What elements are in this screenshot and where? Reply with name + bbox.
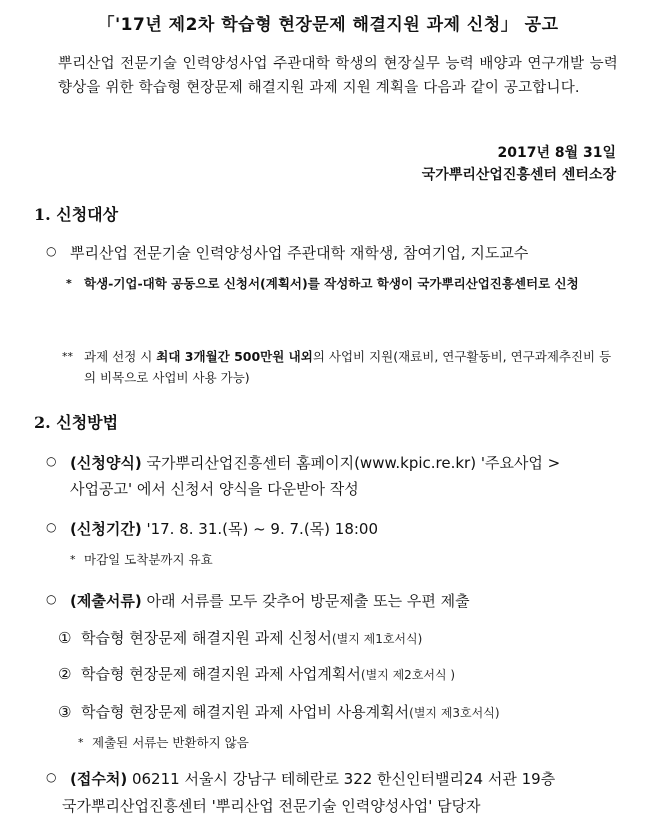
item-annex: (별지 제1호서식): [331, 632, 423, 646]
documents-text: 아래 서류를 모두 갖추어 방문제출 또는 우편 제출: [146, 592, 470, 610]
note-funding-post: 의 사업비 지원(재료비, 연구활동비, 연구과제추진비 등의 비목으로 사업비 사용 가능): [84, 349, 612, 385]
item-number: ①: [58, 629, 72, 647]
document-item: [58, 627, 422, 648]
documents-note-text: 제출된 서류는 반환하지 않음: [92, 735, 249, 750]
documents-note: [78, 732, 249, 753]
note-application-text: 학생-기업-대학 공동으로 신청서(계획서)를 작성하고 학생이 국가뿌리산업진흥센터로 신청: [84, 276, 579, 291]
period-bullet: [46, 518, 378, 539]
announcement-date: 2017년 8월 31일: [497, 145, 616, 161]
note-funding: [62, 346, 618, 388]
asterisk-marker: *: [66, 277, 72, 290]
item-text: 학습형 현장문제 해결지원 과제 사업계획서: [81, 665, 361, 683]
target-text: 뿌리산업 전문기술 인력양성사업 주관대학 재학생, 참여기업, 지도교수: [70, 244, 529, 262]
period-note-text: 마감일 도착분까지 유효: [84, 552, 213, 567]
document-item: [58, 701, 500, 722]
note-funding-bold: 최대 3개월간 500만원 내외: [156, 349, 313, 364]
document-item: [58, 663, 455, 684]
reception-text-line2: 국가뿌리산업진흥센터 '뿌리산업 전문기술 인력양성사업' 담당자: [62, 797, 481, 815]
reception-bullet: [46, 768, 555, 789]
circle-bullet-icon: ○: [46, 244, 57, 258]
reception-label: (접수처): [70, 770, 128, 788]
reception-text-line1: 06211 서울시 강남구 테헤란로 322 한신인터밸리24 서관 19층: [131, 770, 556, 788]
period-text: '17. 8. 31.(목) ~ 9. 7.(목) 18:00: [146, 520, 379, 538]
period-note: [70, 549, 213, 570]
double-asterisk-marker: **: [62, 350, 73, 363]
documents-bullet: [46, 590, 470, 611]
form-bullet: [46, 452, 560, 473]
circle-bullet-icon: ○: [46, 454, 57, 468]
form-text-line2: 사업공고' 에서 신청서 양식을 다운받아 작성: [70, 480, 359, 498]
asterisk-marker: *: [70, 553, 76, 566]
item-text: 학습형 현장문제 해결지원 과제 신청서: [81, 629, 332, 647]
form-label: (신청양식): [70, 454, 142, 472]
target-bullet: [46, 242, 528, 263]
item-text: 학습형 현장문제 해결지원 과제 사업비 사용계획서: [81, 703, 410, 721]
item-annex: (별지 제2호서식 ): [360, 668, 456, 682]
intro-paragraph: 뿌리산업 전문기술 인력양성사업 주관대학 학생의 현장실무 능력 배양과 연구개발 능력 향상을 위한 학습형 현장문제 해결지원 과제 지원 계획을 다음과 같이 공고합니다.: [58, 56, 618, 96]
documents-label: (제출서류): [70, 592, 142, 610]
asterisk-marker: *: [78, 736, 84, 749]
note-application: [66, 273, 618, 294]
circle-bullet-icon: ○: [46, 592, 57, 606]
item-number: ③: [58, 703, 72, 721]
period-label: (신청기간): [70, 520, 142, 538]
section-heading-1: 1. 신청대상: [34, 205, 119, 224]
signer: 국가뿌리산업진흥센터 센터소장: [421, 167, 616, 183]
item-number: ②: [58, 665, 72, 683]
form-text-line1: 국가뿌리산업진흥센터 홈페이지(www.kpic.re.kr) '주요사업 >: [146, 454, 561, 472]
note-funding-pre: 과제 선정 시: [84, 349, 157, 364]
document-title: 「'17년 제2차 학습형 현장문제 해결지원 과제 신청」 공고: [97, 15, 559, 35]
circle-bullet-icon: ○: [46, 770, 57, 784]
item-annex: (별지 제3호서식): [409, 706, 500, 720]
section-heading-2: 2. 신청방법: [34, 413, 119, 432]
circle-bullet-icon: ○: [46, 520, 57, 534]
